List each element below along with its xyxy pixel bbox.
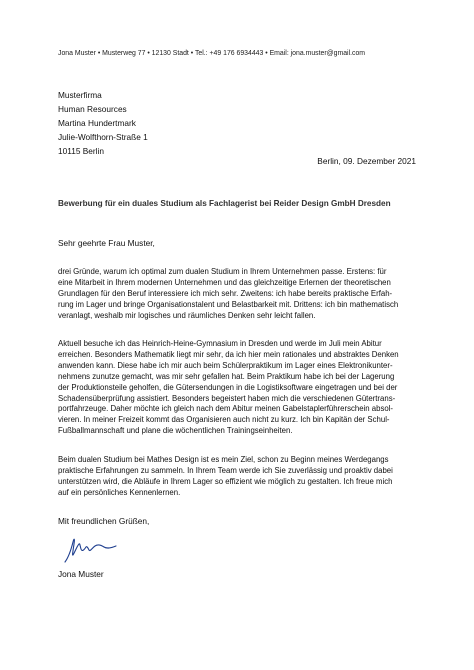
recipient-department: Human Resources: [58, 104, 127, 114]
recipient-street: Julie-Wolfthorn-Straße 1: [58, 132, 148, 142]
paragraph-line: anwenden kann. Diese habe ich mir auch beim Schülerpraktikum im Lager eines Elektronikunter-: [58, 360, 393, 370]
paragraph-line: unterstützen wird, die Abläufe in Ihrem Lager so effizient wie möglich zu gestalten. Ich freue mich: [58, 476, 393, 486]
recipient-contact-name: Martina Hundertmark: [58, 118, 136, 128]
paragraph-line: auf ein persönliches Kennenlernen.: [58, 487, 181, 497]
recipient-city: 10115 Berlin: [58, 146, 104, 156]
handwritten-signature: [62, 532, 120, 566]
body-paragraph-2: [58, 339, 418, 437]
paragraph-line: erreichen. Besonders Mathematik liegt mir sehr, da ich hier mein rationales und abstraktes Denken: [58, 349, 399, 359]
body-paragraph-3: [58, 455, 418, 499]
paragraph-line: eine Mitarbeit in Ihrem modernen Unternehmen und das gleichzeitige Erlernen der theoretischen: [58, 277, 391, 287]
paragraph-line: rung im Lager und bringe Organisationstalent und Belastbarkeit mit. Drittens: ich bin mathematisch: [58, 299, 399, 309]
paragraph-line: portfahrzeuge. Daher möchte ich gleich nach dem Abitur meinen Gabelstaplerführerschein absol-: [58, 404, 394, 414]
paragraph-line: Fußballmannschaft und plane die wöchentlichen Trainingseinheiten.: [58, 426, 293, 436]
paragraph-line: nehmens zunutze gemacht, was mir sehr gefallen hat. Beim Praktikum habe ich bei der Lagerung: [58, 371, 395, 381]
body-paragraph-1: [58, 267, 418, 322]
paragraph-line: praktische Erfahrungen zu sammeln. In Ihrem Team werde ich Sie zuverlässig und proaktiv dabei: [58, 465, 393, 475]
signature-name: Jona Muster: [58, 569, 104, 579]
paragraph-line: Aktuell besuche ich das Heinrich-Heine-Gymnasium in Dresden und werde im Juli mein Abitur: [58, 339, 382, 348]
letter-subject: Bewerbung für ein duales Studium als Fachlagerist bei Reider Design GmbH Dresden: [58, 199, 391, 208]
paragraph-line: Grundlagen für den Beruf interessiere ich mich sehr. Zweitens: ich habe bereits praktische Erfah-: [58, 288, 393, 298]
sender-address-line: Jona Muster • Musterweg 77 • 12130 Stadt • Tel.: +49 176 6934443 • Email: jona.muster@gmail.com: [58, 50, 366, 57]
salutation: Sehr geehrte Frau Muster,: [58, 238, 155, 248]
paragraph-line: veranlagt, weshalb mir logisches und räumliches Denken sehr leicht fallen.: [58, 310, 316, 320]
paragraph-line: der Produktionsteile geholfen, die Gütersendungen in die Logistiksoftware eingetragen und bei der: [58, 382, 398, 392]
paragraph-line: Beim dualen Studium bei Mathes Design ist es mein Ziel, schon zu Beginn meines Werdegangs: [58, 455, 389, 464]
paragraph-line: vieren. In meiner Freizeit kommt das Organisieren auch nicht zu kurz. Ich bin Kapitän der Schul-: [58, 415, 390, 425]
letter-date: Berlin, 09. Dezember 2021: [317, 156, 416, 166]
recipient-address: [58, 88, 148, 158]
recipient-company: Musterfirma: [58, 90, 102, 100]
closing-phrase: Mit freundlichen Grüßen,: [58, 516, 150, 526]
paragraph-line: drei Gründe, warum ich optimal zum dualen Studium in Ihrem Unternehmen passe. Erstens: für: [58, 267, 387, 276]
paragraph-line: Schadensüberprüfung assistiert. Besonders begeistert haben mich die verschiedenen Gütertrans-: [58, 393, 396, 403]
